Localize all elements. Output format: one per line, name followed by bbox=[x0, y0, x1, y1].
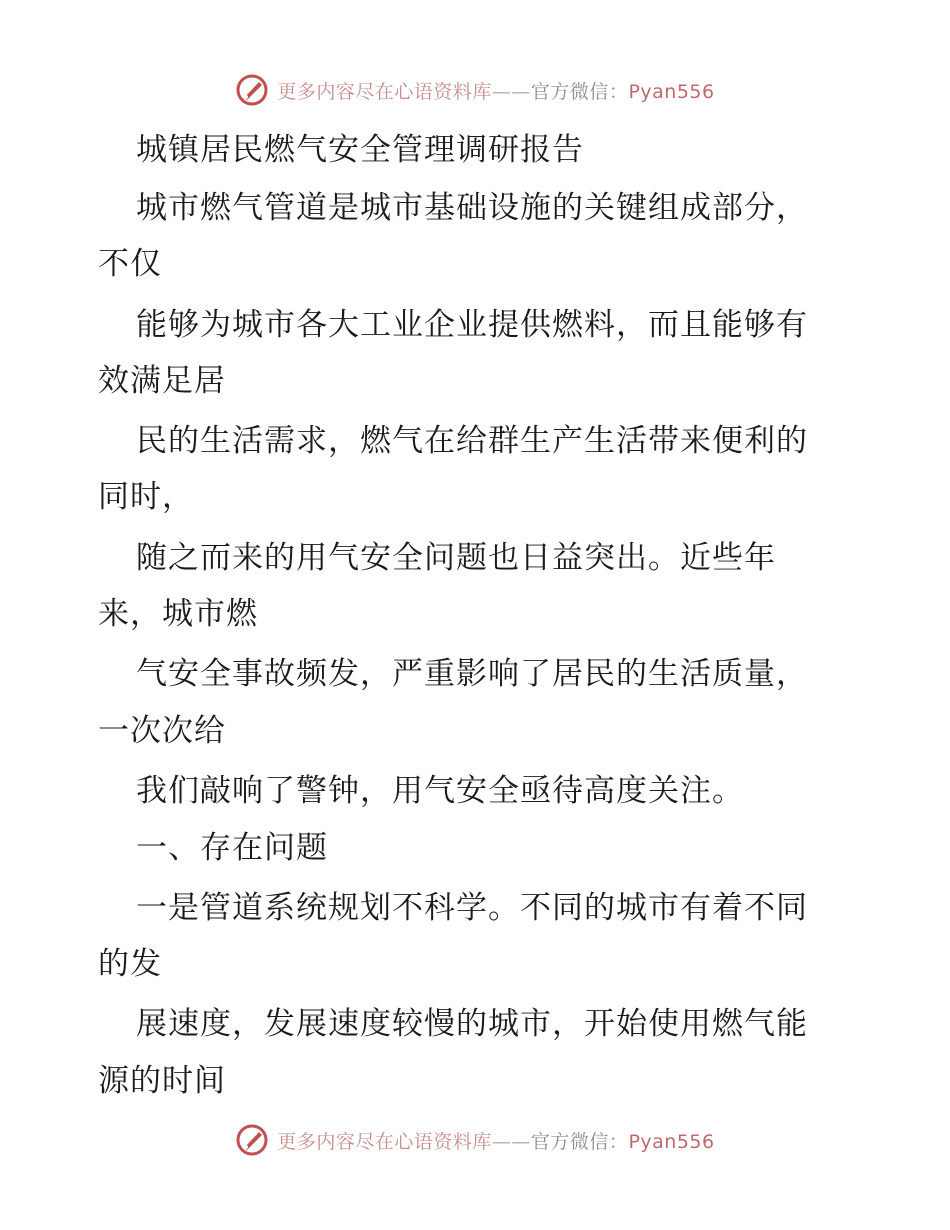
watermark-separator: —— bbox=[491, 80, 531, 103]
paragraph-line: 民的生活需求，燃气在给群生产生活带来便利的 bbox=[136, 423, 808, 459]
paragraph-line: 一次次给 bbox=[98, 713, 226, 749]
paragraph-line: 的发 bbox=[98, 946, 162, 982]
paragraph-line: 能够为城市各大工业企业提供燃料，而且能够有 bbox=[136, 307, 808, 343]
watermark-wechat-label: 官方微信： bbox=[530, 80, 629, 103]
quill-seal-icon bbox=[235, 1123, 269, 1157]
paragraph-line: 不仅 bbox=[98, 246, 162, 282]
paragraph-line: 城市燃气管道是城市基础设施的关键组成部分， bbox=[136, 190, 808, 226]
paragraph-line: 一是管道系统规划不科学。不同的城市有着不同 bbox=[136, 890, 808, 926]
footer-watermark bbox=[0, 1120, 950, 1160]
paragraph-line: 我们敲响了警钟，用气安全亟待高度关注。 bbox=[136, 773, 744, 809]
watermark-wechat-id: Pyan556 bbox=[628, 80, 715, 103]
paragraph-line: 展速度，发展速度较慢的城市，开始使用燃气能 bbox=[136, 1006, 808, 1042]
document-title: 城镇居民燃气安全管理调研报告 bbox=[136, 132, 584, 168]
watermark-site: 更多内容尽在心语资料库 bbox=[277, 80, 492, 103]
paragraph-line: 来，城市燃 bbox=[98, 596, 258, 632]
watermark-text bbox=[277, 77, 714, 104]
paragraph-line: 效满足居 bbox=[98, 363, 226, 399]
quill-seal-icon bbox=[235, 73, 269, 107]
section-heading: 一、存在问题 bbox=[136, 830, 328, 866]
watermark-wechat-label: 官方微信： bbox=[530, 1130, 629, 1153]
paragraph-line: 气安全事故频发，严重影响了居民的生活质量， bbox=[136, 656, 808, 692]
watermark-wechat-id: Pyan556 bbox=[628, 1130, 715, 1153]
paragraph-line: 随之而来的用气安全问题也日益突出。近些年 bbox=[136, 540, 776, 576]
paragraph-line: 源的时间 bbox=[98, 1063, 226, 1099]
header-watermark bbox=[0, 70, 950, 110]
watermark-site: 更多内容尽在心语资料库 bbox=[277, 1130, 492, 1153]
watermark-text bbox=[277, 1127, 714, 1154]
paragraph-line: 同时， bbox=[98, 479, 194, 515]
watermark-separator: —— bbox=[491, 1130, 531, 1153]
